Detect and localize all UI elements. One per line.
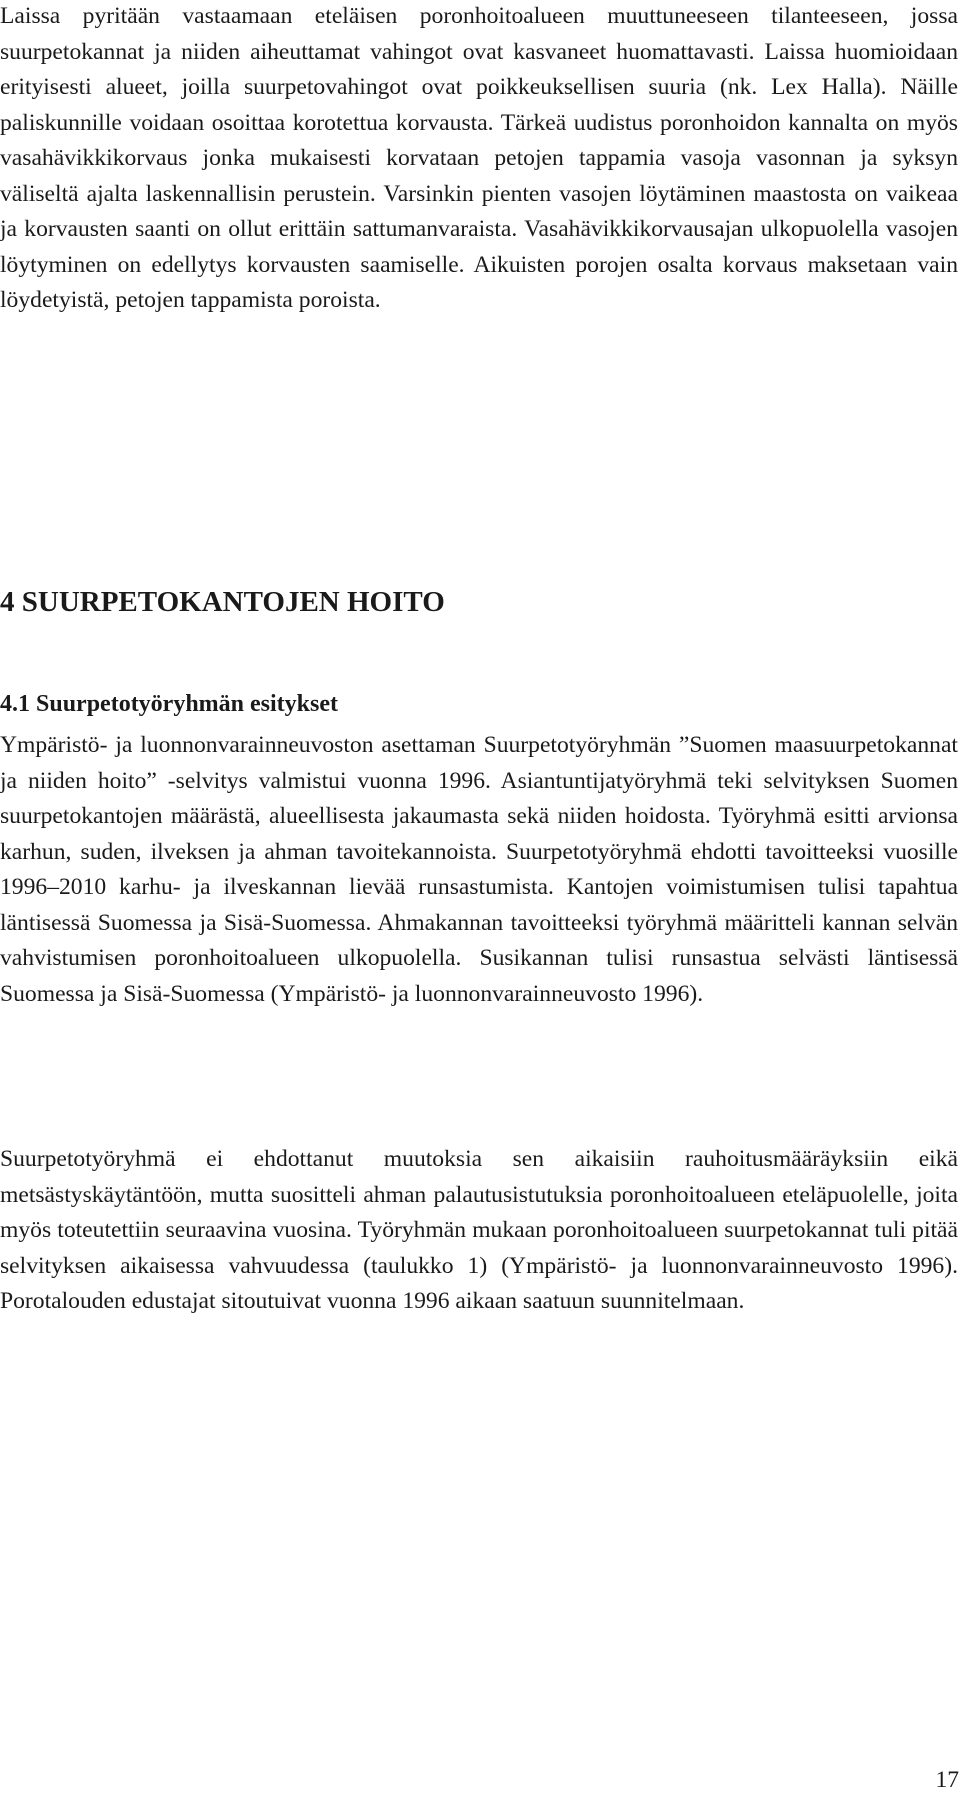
page-number: 17 bbox=[935, 1767, 959, 1793]
intro-paragraph: Laissa pyritään vastaamaan eteläisen poronhoitoalueen muuttuneeseen tilanteeseen, jossa suurpetokannat ja niiden aiheuttamat vahingot ovat kasvaneet huomattavasti. Laissa huomioidaan erityisesti alueet, joilla suurpetovahingot ovat poikkeuksellisen suuria (nk. Lex Halla). Näille paliskunnille voidaan osoittaa korotettua korvausta. Tärkeä uudistus poronhoidon kannalta on myös vasahävikkikorvaus jonka mukaisesti korvataan petojen tappamia vasoja vasonnan ja syksyn väliseltä ajalta laskennallisin perustein. Varsinkin pienten vasojen löytäminen maastosta on vaikeaa ja korvausten saanti on ollut erittäin sattumanvaraista. Vasahävikkikorvausajan ulkopuolella vasojen löytyminen on edellytys korvausten saamiselle. Aikuisten porojen osalta korvaus maksetaan vain löydetyistä, petojen tappamista poroista. bbox=[0, 3, 958, 314]
section-heading: 4.1 Suurpetotyöryhmän esitykset bbox=[0, 691, 339, 717]
section-paragraph-1: Ympäristö- ja luonnonvarainneuvoston asettaman Suurpetotyöryhmän ”Suomen maasuurpetokannat ja niiden hoito” -selvitys valmistui vuonna 1996. Asiantuntijatyöryhmä teki selvityksen Suomen suurpetokantojen määrästä, alueellisesta jakaumasta sekä niiden hoidosta. Työryhmä esitti arvionsa karhun, suden, ilveksen ja ahman tavoitekannoista. Suurpetotyöryhmä ehdotti tavoitteeksi vuosille 1996–2010 karhu- ja ilveskannan lievää runsastumista. Kantojen voimistumisen tulisi tapahtua läntisessä Suomessa ja Sisä-Suomessa. Ahmakannan tavoitteeksi työryhmä määritteli kannan selvän vahvistumisen poronhoitoalueen ulkopuolella. Susikannan tulisi runsastua selvästi läntisessä Suomessa ja Sisä-Suomessa (Ympäristö- ja luonnonvarainneuvosto 1996). bbox=[0, 732, 958, 1007]
section-paragraph-2: Suurpetotyöryhmä ei ehdottanut muutoksia sen aikaisiin rauhoitusmääräyksiin eikä metsästyskäytäntöön, mutta suositteli ahman palautusistutuksia poronhoitoalueen eteläpuolelle, joita myös toteutettiin seuraavina vuosina. Työryhmän mukaan poronhoitoalueen suurpetokannat tuli pitää selvityksen aikaisessa vahvuudessa (taulukko 1) (Ympäristö- ja luonnonvarainneuvosto 1996). Porotalouden edustajat sitoutuivat vuonna 1996 aikaan saatuun suunnitelmaan. bbox=[0, 1146, 958, 1315]
chapter-heading: 4 SUURPETOKANTOJEN HOITO bbox=[0, 586, 445, 618]
